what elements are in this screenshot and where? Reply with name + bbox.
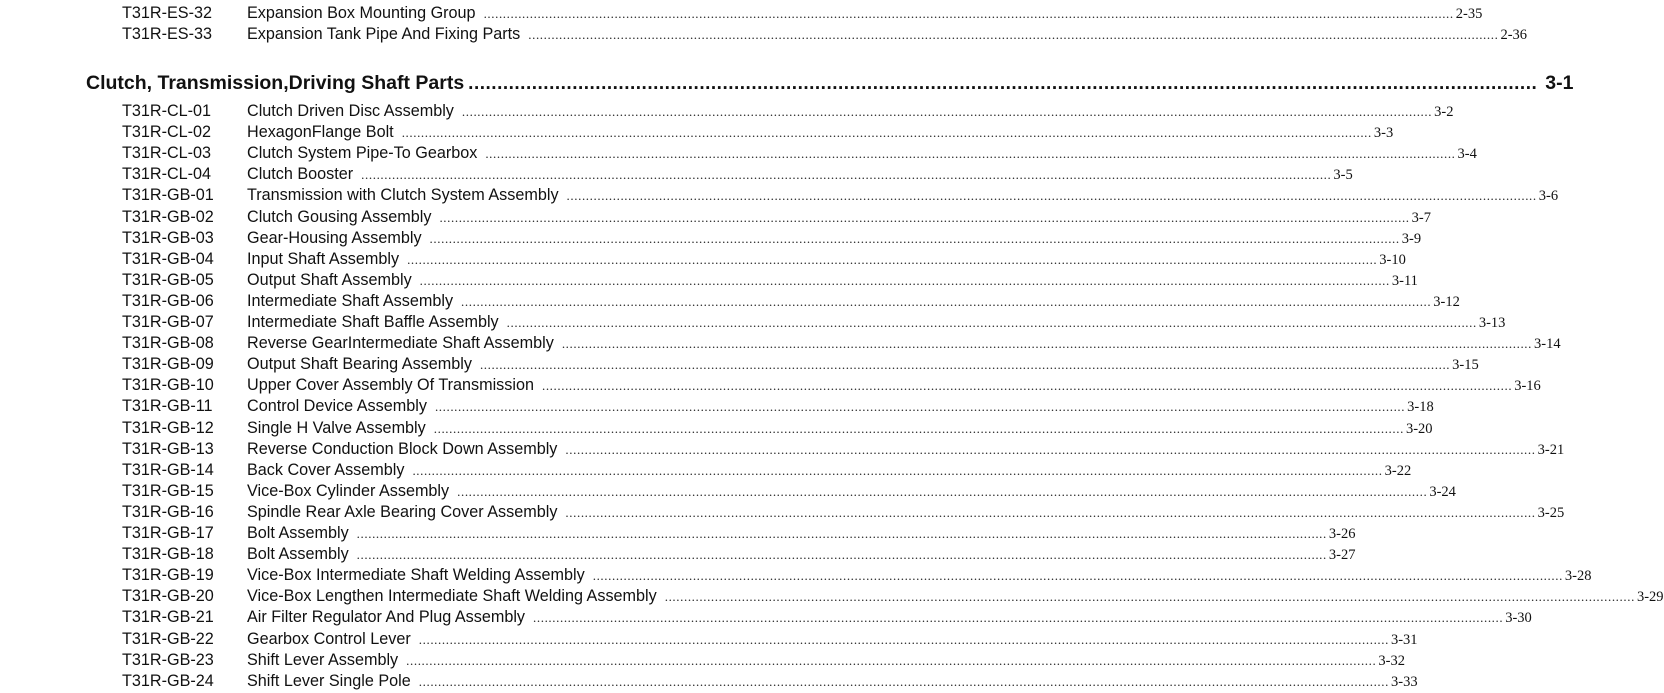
dot-leader [439,207,1409,228]
dot-leader [485,143,1455,164]
entry-page-number: 3-10 [1379,251,1406,268]
entry-title: Expansion Box Mounting Group [247,4,476,22]
entry-title: Reverse Conduction Block Down Assembly [247,439,558,458]
dot-leader [407,249,1377,270]
entry-code: T31R-GB-07 [122,313,214,331]
entry-title: Transmission with Clutch System Assembly [247,186,559,205]
dot-leader [484,3,1454,24]
entry-page-number: 3-33 [1390,673,1418,690]
entry-code: T31R-GB-02 [122,207,214,226]
dot-leader [419,629,1389,650]
toc-entry[interactable] [122,418,1433,439]
toc-entry[interactable] [122,523,1356,544]
dot-leader [457,481,1427,502]
toc-entry[interactable] [122,396,1434,417]
dot-leader [565,439,1535,460]
entry-code: T31R-GB-09 [122,355,214,374]
toc-entry[interactable] [122,671,1418,692]
entry-code: T31R-CL-02 [122,123,212,142]
entry-code: T31R-CL-03 [122,144,212,163]
toc-entry[interactable] [122,249,1406,270]
dot-leader [419,671,1389,692]
entry-page-number: 3-26 [1328,526,1356,542]
entry-title: Intermediate Shaft Baffle Assembly [247,313,499,331]
entry-title: Vice-Box Cylinder Assembly [247,481,450,500]
dot-leader [434,418,1404,439]
dot-leader [412,460,1382,481]
entry-page-number: 3-22 [1384,462,1412,479]
entry-code: T31R-GB-06 [122,291,214,310]
entry-page-number: 3-16 [1514,378,1541,395]
entry-page-number: 3-30 [1505,610,1532,627]
entry-title: Gear-Housing Assembly [247,228,422,247]
entry-code: T31R-GB-05 [122,270,214,289]
entry-page-number: 3-21 [1537,441,1565,458]
entry-page-number: 3-25 [1537,504,1565,521]
dot-leader [420,270,1390,291]
toc-entry[interactable] [122,207,1431,228]
entry-page-number: 3-5 [1333,167,1353,184]
toc-entry[interactable] [122,650,1405,671]
toc-entry[interactable] [122,586,1664,607]
entry-title: HexagonFlange Bolt [247,123,394,142]
entry-page-number: 3-11 [1391,272,1418,289]
entry-title: Upper Cover Assembly Of Transmission [247,376,534,395]
dot-leader [357,544,1327,565]
entry-page-number: 3-32 [1378,652,1405,669]
entry-code: T31R-GB-01 [122,186,214,205]
entry-code: T31R-GB-20 [122,587,214,606]
dot-leader [357,523,1327,544]
entry-title: Clutch Driven Disc Assembly [247,102,454,120]
toc-entry[interactable] [122,333,1561,354]
entry-page-number: 3-24 [1429,483,1456,500]
toc-entry[interactable] [122,24,1528,45]
toc-entry[interactable] [122,291,1460,312]
toc-entry[interactable] [122,122,1394,143]
entry-page-number: 2-35 [1455,6,1483,22]
dot-leader [528,24,1498,45]
entry-code: T31R-GB-15 [122,481,214,500]
dot-leader [435,396,1405,417]
entry-title: Control Device Assembly [247,397,427,416]
entry-code: T31R-GB-24 [122,671,214,690]
dot-leader [562,333,1532,354]
entry-code: T31R-GB-04 [122,249,214,268]
toc-entry[interactable] [122,607,1532,628]
entry-code: T31R-GB-03 [122,228,214,247]
entry-title: Input Shaft Assembly [247,249,400,268]
entry-title: Reverse GearIntermediate Shaft Assembly [247,334,554,353]
dot-leader [402,122,1372,143]
entry-title: Output Shaft Assembly [247,270,412,289]
dot-leader [461,291,1431,312]
toc-entry[interactable] [122,228,1422,249]
toc-entry[interactable] [122,354,1479,375]
entry-page-number: 3-3 [1373,125,1394,142]
entry-page-number: 2-36 [1500,27,1528,43]
entry-code: T31R-GB-14 [122,460,214,479]
entry-code: T31R-GB-17 [122,524,214,542]
toc-entry[interactable] [122,3,1483,24]
dot-leader [593,565,1563,586]
toc-entry[interactable] [122,164,1353,185]
entry-code: T31R-ES-32 [122,4,212,22]
dot-leader [462,101,1432,122]
toc-entry[interactable] [122,502,1565,523]
entry-code: T31R-GB-13 [122,439,214,458]
entry-title: Shift Lever Single Pole [247,671,411,690]
entry-code: T31R-GB-11 [122,397,213,416]
entry-title: Vice-Box Intermediate Shaft Welding Assembly [247,566,585,585]
entry-code: T31R-GB-10 [122,376,214,395]
section-title: Clutch, Transmission,Driving Shaft Parts [86,72,465,94]
entry-title: Clutch Booster [247,165,354,184]
toc-entry[interactable] [122,629,1418,650]
toc-entry[interactable] [122,270,1418,291]
entry-code: T31R-GB-19 [122,566,214,585]
dot-leader [430,228,1400,249]
entry-title: Shift Lever Assembly [247,650,399,669]
entry-code: T31R-GB-08 [122,334,214,353]
toc-entry[interactable] [122,439,1565,460]
entry-page-number: 3-29 [1636,589,1664,606]
toc-entry[interactable] [122,481,1456,502]
entry-title: Clutch Gousing Assembly [247,207,432,226]
entry-page-number: 3-27 [1328,547,1356,564]
dot-leader [665,586,1635,607]
entry-code: T31R-GB-22 [122,629,214,648]
entry-page-number: 3-18 [1407,399,1434,416]
entry-title: Spindle Rear Axle Bearing Cover Assembly [247,502,558,521]
dot-leader [567,185,1537,206]
toc-entry[interactable] [122,312,1506,333]
toc-entry[interactable] [122,460,1412,481]
entry-page-number: 3-12 [1433,293,1460,310]
dot-leader [406,650,1376,671]
dot-leader [542,375,1512,396]
entry-title: Intermediate Shaft Assembly [247,291,454,310]
entry-code: T31R-GB-12 [122,418,214,437]
entry-code: T31R-CL-01 [122,102,212,120]
entry-code: T31R-ES-33 [122,25,212,43]
dot-leader [468,71,1537,97]
dot-leader [480,354,1450,375]
entry-title: Clutch System Pipe-To Gearbox [247,144,478,163]
entry-title: Vice-Box Lengthen Intermediate Shaft Welding Assembly [247,587,657,606]
entry-page-number: 3-15 [1452,357,1479,374]
entry-page-number: 3-28 [1564,568,1592,585]
entry-page-number: 3-7 [1411,209,1431,226]
entry-title: Gearbox Control Lever [247,629,411,648]
toc-entry[interactable] [122,143,1477,164]
entry-code: T31R-GB-18 [122,545,214,564]
entry-page-number: 3-14 [1534,336,1561,353]
entry-page-number: 3-2 [1434,104,1454,120]
entry-title: Bolt Assembly [247,545,349,564]
entry-title: Bolt Assembly [247,524,349,542]
toc-entry[interactable] [122,375,1541,396]
dot-leader [507,312,1477,333]
section-page-number: 3-1 [1545,72,1574,94]
entry-title: Air Filter Regulator And Plug Assembly [247,608,526,627]
entry-page-number: 3-20 [1405,420,1433,437]
entry-title: Single H Valve Assembly [247,418,426,437]
entry-code: T31R-GB-21 [122,608,214,627]
entry-code: T31R-GB-23 [122,650,214,669]
entry-title: Output Shaft Bearing Assembly [247,355,472,374]
dot-leader [361,164,1331,185]
entry-page-number: 3-4 [1457,146,1477,163]
entry-code: T31R-GB-16 [122,502,214,521]
entry-title: Expansion Tank Pipe And Fixing Parts [247,25,521,43]
toc-entry[interactable] [122,565,1592,586]
toc-entry[interactable] [122,101,1454,122]
entry-page-number: 3-6 [1538,188,1559,205]
entry-page-number: 3-13 [1478,315,1506,331]
entry-page-number: 3-9 [1401,230,1422,247]
dot-leader [565,502,1535,523]
toc-entry[interactable] [122,185,1559,206]
toc-entry[interactable] [122,544,1356,565]
entry-code: T31R-CL-04 [122,165,212,184]
entry-page-number: 3-31 [1390,631,1418,648]
section-heading[interactable] [86,70,1574,96]
entry-title: Back Cover Assembly [247,460,405,479]
dot-leader [533,607,1503,628]
